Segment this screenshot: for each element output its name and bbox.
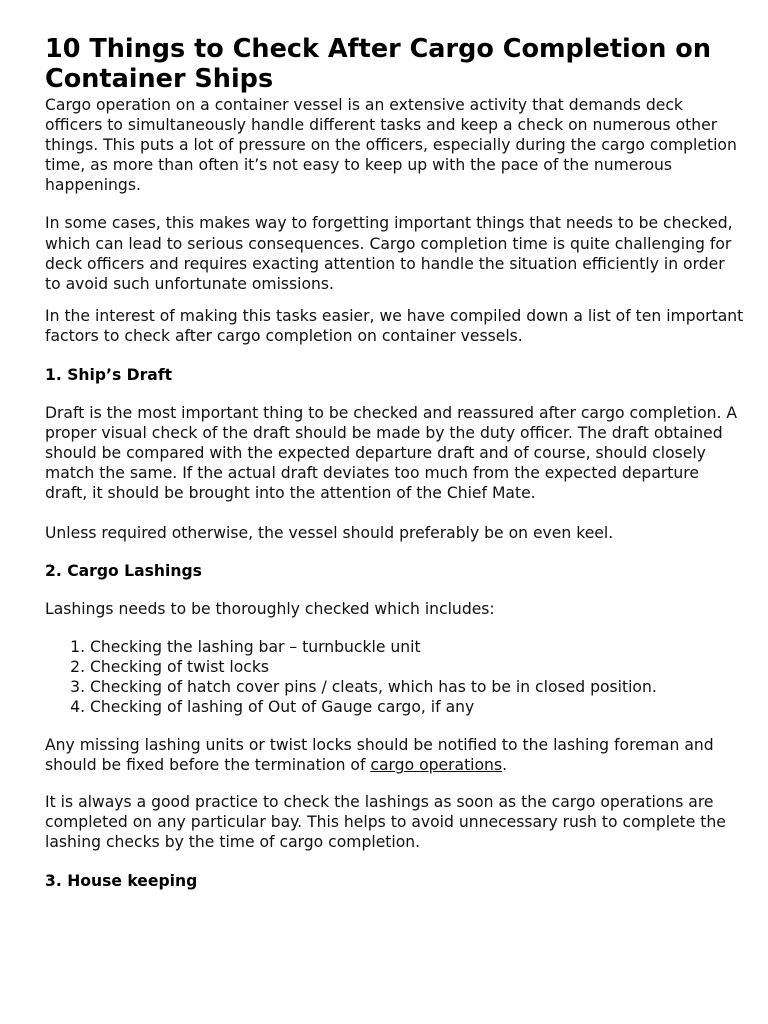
missing-lashing-paragraph: [45, 735, 745, 775]
intro-paragraph-2: In some cases, this makes way to forgetting important things that needs to be checked, which can lead to serious consequences. Cargo completion time is quite challenging for deck officers and requires exacting attention to handle the situation efficiently in order to avoid such unfortunate omissions.: [45, 214, 733, 293]
lashing-practice-paragraph: It is always a good practice to check the lashings as soon as the cargo operations are completed on any particular bay. This helps to avoid unnecessary rush to complete the lashing checks by the time of cargo completion.: [45, 793, 726, 852]
article: [45, 34, 745, 909]
draft-paragraph-1: Draft is the most important thing to be checked and reassured after cargo completion. A proper visual check of the draft should be made by the duty officer. The draft obtained should be compared with the expected departure draft and of course, should closely match the same. If the actual draft deviates too much from the expected departure draft, it should be brought into the attention of the Chief Mate.: [45, 404, 738, 503]
intro-paragraph-3: In the interest of making this tasks easier, we have compiled down a list of ten important factors to check after cargo completion on container vessels.: [45, 306, 744, 345]
list-item: 4. Checking of lashing of Out of Gauge cargo, if any: [90, 697, 745, 717]
draft-paragraph-2: Unless required otherwise, the vessel should preferably be on even keel.: [45, 523, 614, 542]
missing-lashing-text: Any missing lashing units or twist locks should be notified to the lashing foreman and should be fixed before the termination of: [45, 736, 714, 775]
article-title: 10 Things to Check After Cargo Completion on Container Ships: [45, 34, 711, 94]
intro-paragraph-1: Cargo operation on a container vessel is an extensive activity that demands deck officers to simultaneously handle different tasks and keep a check on numerous other things. This puts a lot of pressure on the officers, especially during the cargo completion time, as more than often it’s not easy to keep up with the pace of the numerous happenings.: [45, 96, 737, 195]
missing-lashing-end: .: [502, 756, 508, 775]
list-item: 2. Checking of twist locks: [90, 657, 745, 677]
cargo-operations-link[interactable]: cargo operations: [370, 756, 503, 775]
section-heading-cargo-lashings: 2. Cargo Lashings: [45, 561, 202, 580]
lashings-lead: Lashings needs to be thoroughly checked which includes:: [45, 599, 495, 618]
list-item: 3. Checking of hatch cover pins / cleats, which has to be in closed position.: [90, 677, 745, 697]
section-heading-ships-draft: 1. Ship’s Draft: [45, 366, 173, 385]
list-item: 1. Checking the lashing bar – turnbuckle unit: [90, 637, 745, 657]
section-heading-house-keeping: 3. House keeping: [45, 871, 198, 890]
lashing-checklist: [45, 637, 745, 717]
